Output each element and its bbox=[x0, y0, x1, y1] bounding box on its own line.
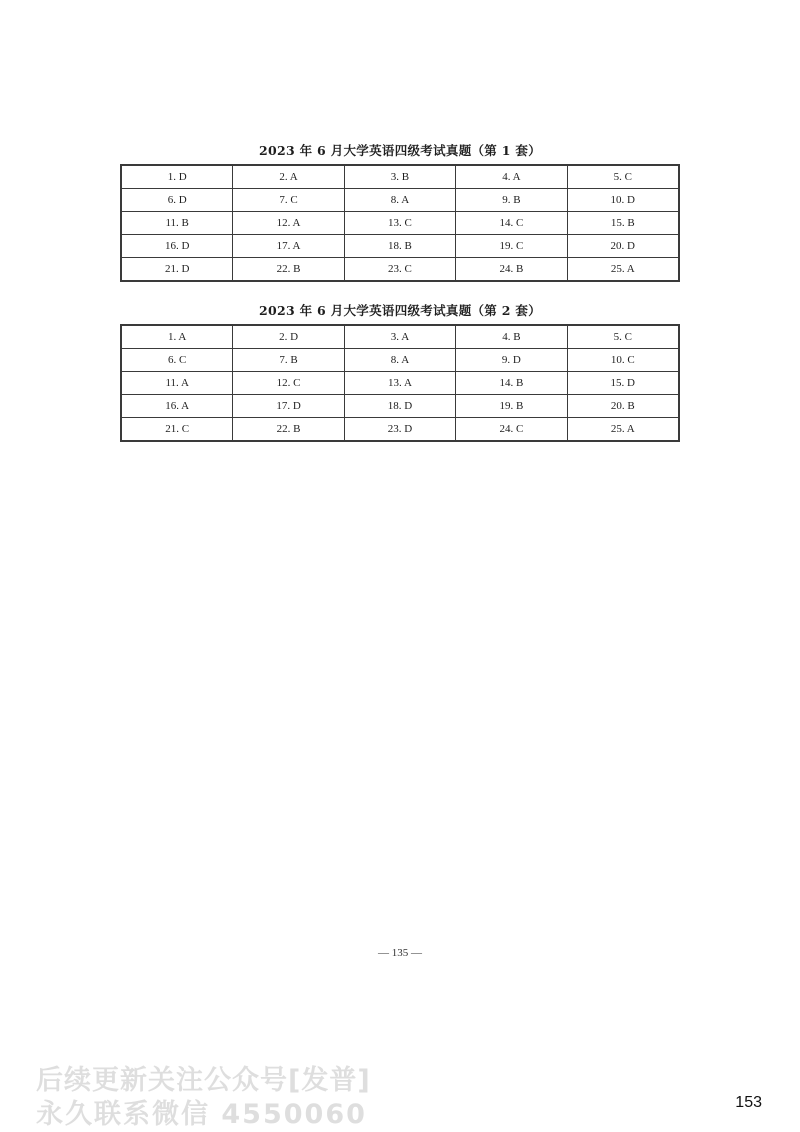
answer-cell: 23. D bbox=[344, 418, 455, 441]
table-row bbox=[122, 212, 679, 235]
answer-cell: 8. A bbox=[344, 189, 455, 212]
answer-cell: 1. A bbox=[122, 326, 233, 349]
answer-cell: 10. D bbox=[567, 189, 678, 212]
answer-cell: 16. D bbox=[122, 235, 233, 258]
answer-cell: 15. B bbox=[567, 212, 678, 235]
answer-cell: 13. C bbox=[344, 212, 455, 235]
answer-cell: 17. D bbox=[233, 395, 344, 418]
answer-cell: 24. B bbox=[456, 258, 567, 281]
answer-cell: 21. C bbox=[122, 418, 233, 441]
answer-cell: 11. A bbox=[122, 372, 233, 395]
answer-cell: 4. B bbox=[456, 326, 567, 349]
answer-cell: 5. C bbox=[567, 166, 678, 189]
answer-cell: 13. A bbox=[344, 372, 455, 395]
answer-cell: 9. B bbox=[456, 189, 567, 212]
answer-cell: 20. B bbox=[567, 395, 678, 418]
section-title-set-1: 2023 年 6 月大学英语四级考试真题（第 1 套） bbox=[258, 143, 542, 158]
table-row bbox=[122, 166, 679, 189]
scan-page-number: 153 bbox=[735, 1094, 762, 1111]
answer-cell: 7. C bbox=[233, 189, 344, 212]
answer-cell: 9. D bbox=[456, 349, 567, 372]
answer-table-set-2 bbox=[121, 325, 679, 441]
answer-cell: 22. B bbox=[233, 418, 344, 441]
answer-cell: 14. C bbox=[456, 212, 567, 235]
answer-cell: 2. D bbox=[233, 326, 344, 349]
answer-cell: 24. C bbox=[456, 418, 567, 441]
answer-cell: 19. C bbox=[456, 235, 567, 258]
answer-cell: 25. A bbox=[567, 418, 678, 441]
answer-cell: 20. D bbox=[567, 235, 678, 258]
answer-cell: 12. A bbox=[233, 212, 344, 235]
watermark-line-2: 永久联系微信 4550060 bbox=[36, 1099, 367, 1130]
answer-cell: 2. A bbox=[233, 166, 344, 189]
answer-table-set-1 bbox=[121, 165, 679, 281]
answer-cell: 1. D bbox=[122, 166, 233, 189]
answer-cell: 15. D bbox=[567, 372, 678, 395]
answer-cell: 8. A bbox=[344, 349, 455, 372]
table-row bbox=[122, 395, 679, 418]
table-row bbox=[122, 326, 679, 349]
table-row bbox=[122, 235, 679, 258]
table-row bbox=[122, 372, 679, 395]
answer-cell: 21. D bbox=[122, 258, 233, 281]
page-number: — 135 — bbox=[378, 947, 422, 959]
table-row bbox=[122, 189, 679, 212]
answer-cell: 3. B bbox=[344, 166, 455, 189]
answer-cell: 18. D bbox=[344, 395, 455, 418]
answer-cell: 14. B bbox=[456, 372, 567, 395]
section-title-set-2: 2023 年 6 月大学英语四级考试真题（第 2 套） bbox=[258, 303, 542, 318]
answer-cell: 6. C bbox=[122, 349, 233, 372]
answer-cell: 6. D bbox=[122, 189, 233, 212]
answer-cell: 5. C bbox=[567, 326, 678, 349]
table-row bbox=[122, 349, 679, 372]
answer-cell: 19. B bbox=[456, 395, 567, 418]
table-row bbox=[122, 258, 679, 281]
answer-cell: 23. C bbox=[344, 258, 455, 281]
answer-cell: 11. B bbox=[122, 212, 233, 235]
answer-cell: 25. A bbox=[567, 258, 678, 281]
answer-cell: 16. A bbox=[122, 395, 233, 418]
answer-cell: 10. C bbox=[567, 349, 678, 372]
answer-cell: 4. A bbox=[456, 166, 567, 189]
answer-cell: 7. B bbox=[233, 349, 344, 372]
answer-cell: 17. A bbox=[233, 235, 344, 258]
answer-cell: 3. A bbox=[344, 326, 455, 349]
watermark-line-1: 后续更新关注公众号[发普] bbox=[36, 1065, 371, 1096]
answer-cell: 12. C bbox=[233, 372, 344, 395]
table-row bbox=[122, 418, 679, 441]
answer-cell: 22. B bbox=[233, 258, 344, 281]
answer-cell: 18. B bbox=[344, 235, 455, 258]
